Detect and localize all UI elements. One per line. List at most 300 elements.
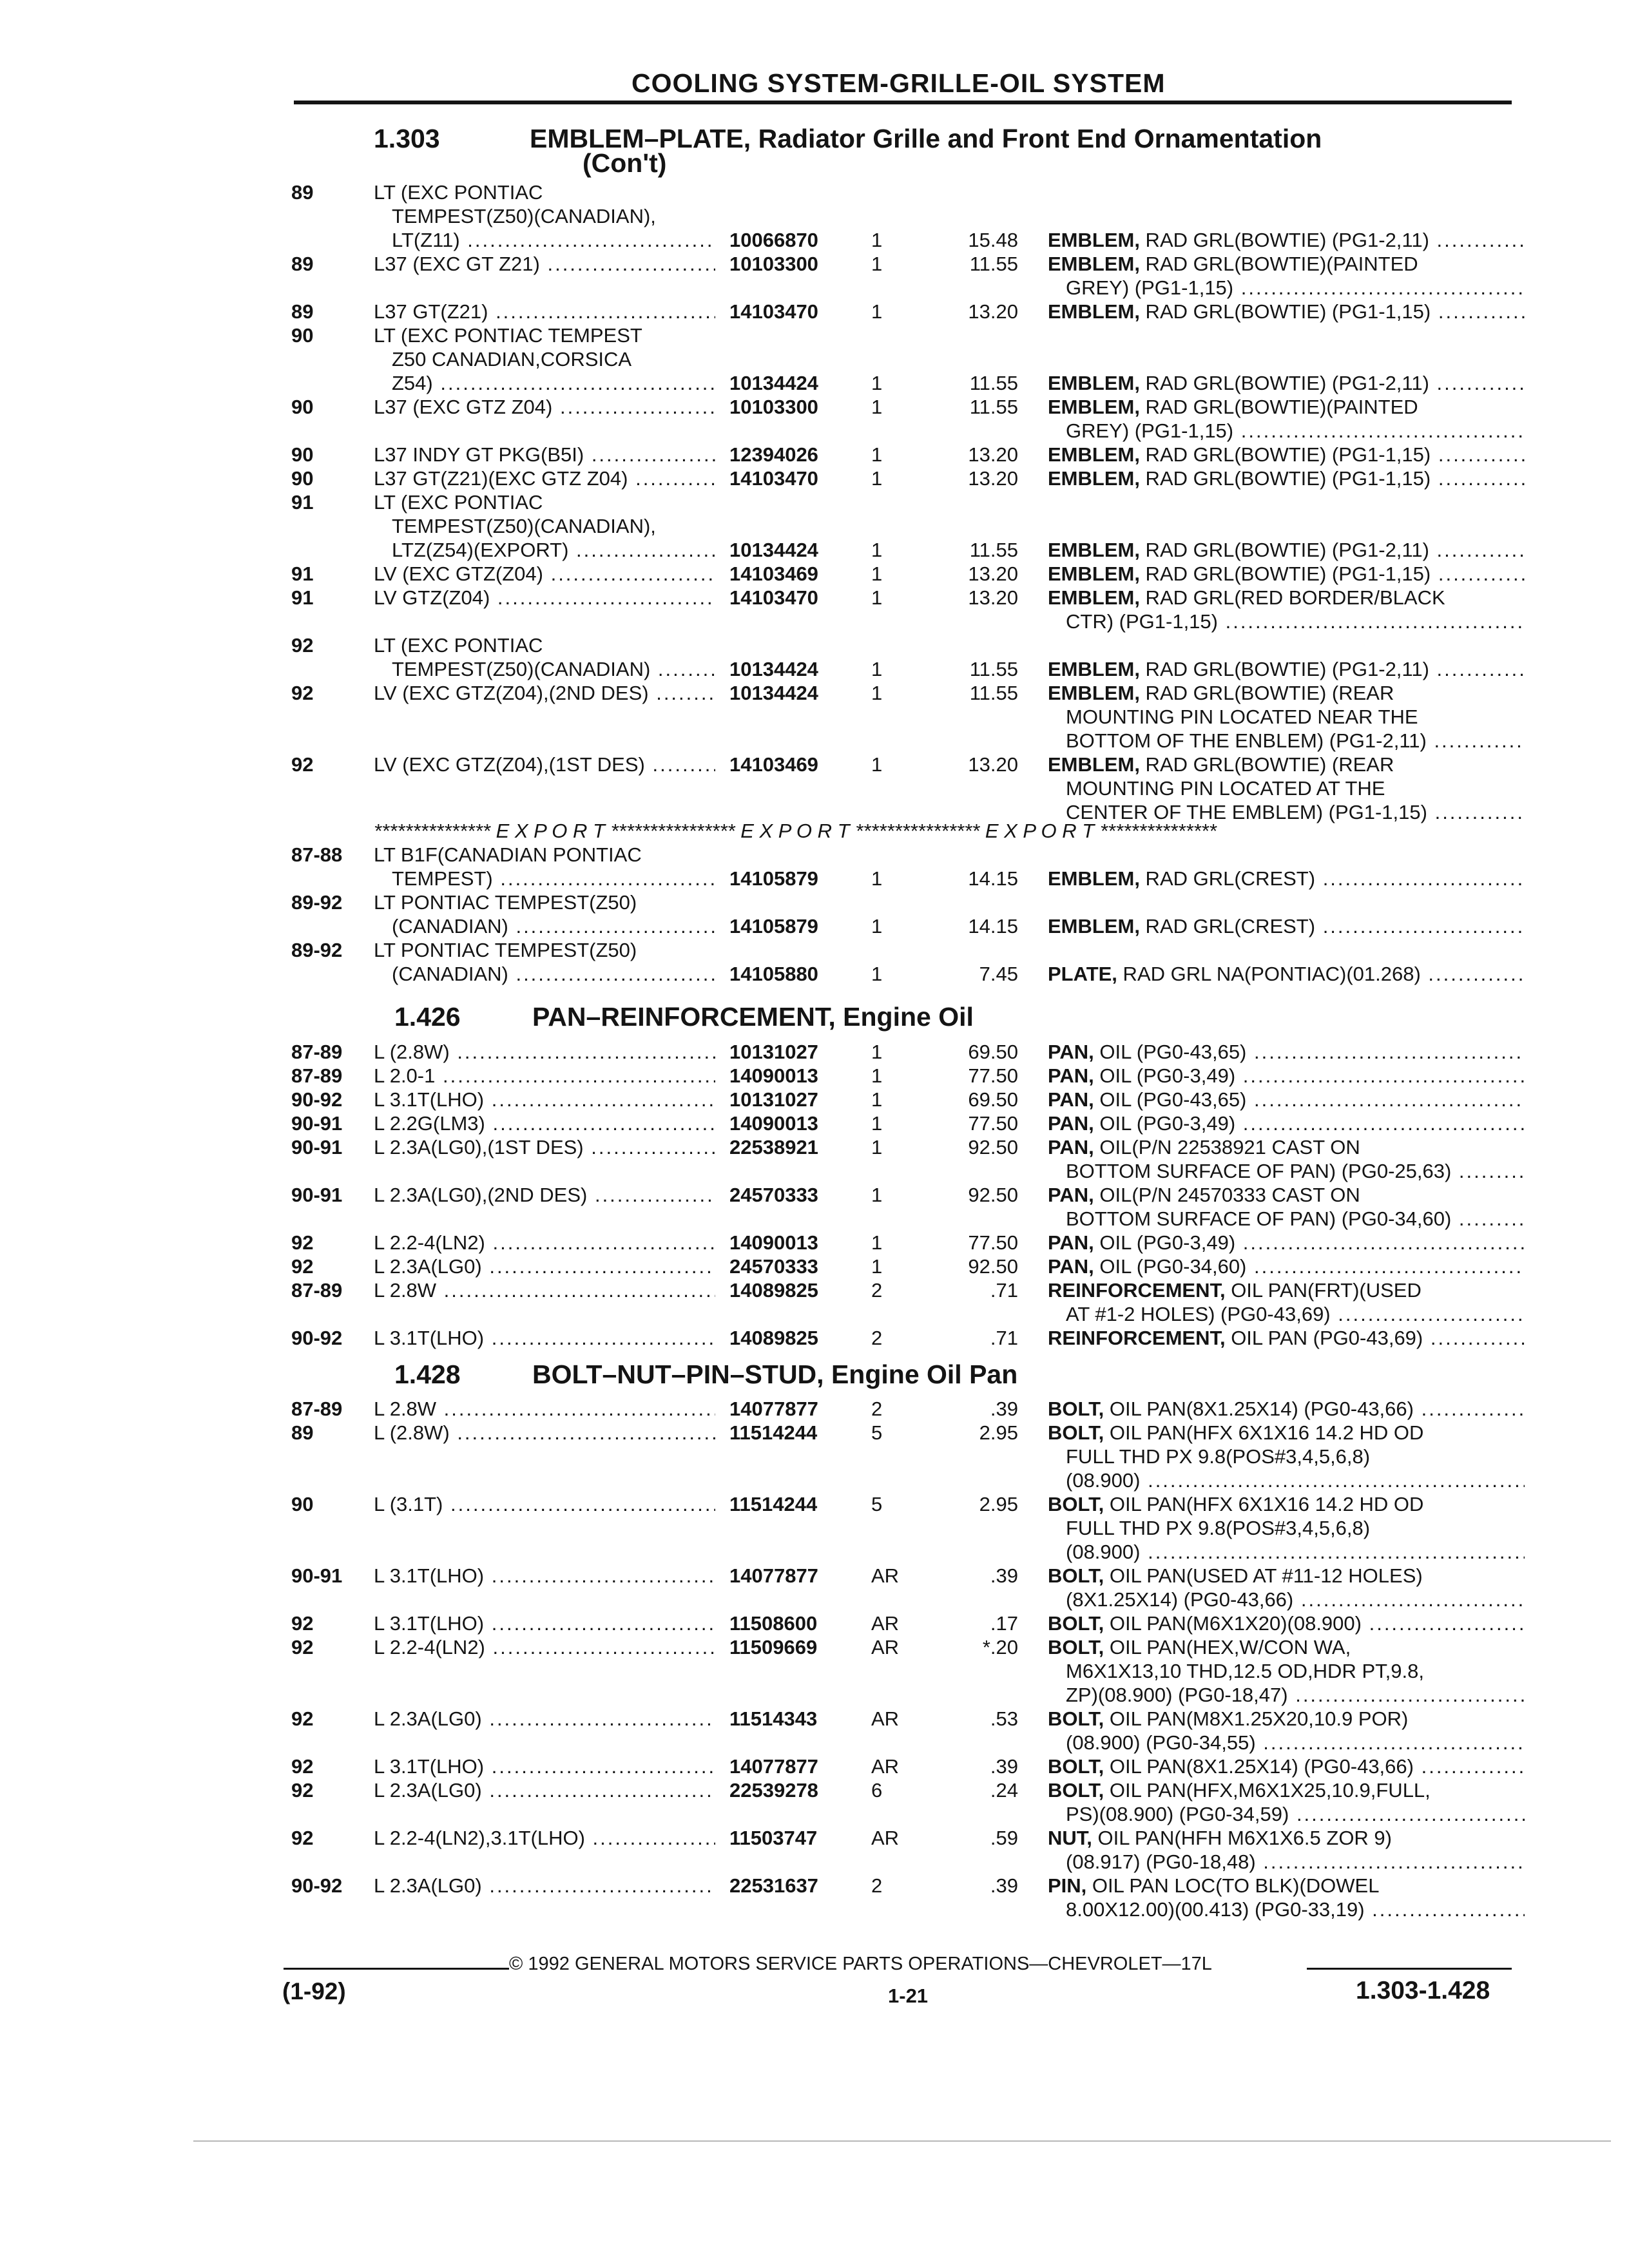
application-line: L 3.1T(LHO) .....: [374, 1754, 715, 1778]
application-line: L37 GT(Z21) .....: [374, 300, 715, 323]
model-year: 90-91: [291, 1184, 343, 1206]
part-description-line: CTR) (PG1-1,15) .....: [1048, 610, 1525, 633]
model-year: 92: [291, 1255, 314, 1278]
price: 92.50: [968, 1184, 1018, 1206]
part-description: [1048, 1135, 1525, 1183]
application-description: [374, 1040, 715, 1064]
part-name: EMBLEM,: [1048, 562, 1140, 585]
part-description-line: BOLT, OIL PAN(HFX,M6X1X25,10.9,FULL,: [1048, 1779, 1431, 1802]
application-description: [374, 890, 715, 938]
part-name: PAN,: [1048, 1184, 1094, 1206]
part-description: [1048, 252, 1525, 300]
part-number: 14103469: [729, 562, 818, 585]
part-name: EMBLEM,: [1048, 300, 1140, 323]
price: 14.15: [968, 867, 1018, 890]
part-description-line: PAN, OIL (PG0-3,49) .....: [1048, 1064, 1525, 1088]
part-description-line: 8.00X12.00)(00.413) (PG0-33,19) .....: [1048, 1898, 1525, 1921]
quantity: 1: [871, 443, 883, 466]
part-number: 22531637: [729, 1874, 818, 1897]
quantity: 1: [871, 372, 883, 394]
quantity: 2: [871, 1398, 883, 1420]
part-description-line: BOLT, OIL PAN(8X1.25X14) (PG0-43,66) .....: [1048, 1754, 1525, 1778]
application-description: [374, 1421, 715, 1445]
section-title: BOLT–NUT–PIN–STUD, Engine Oil Pan: [532, 1360, 1018, 1389]
part-name: EMBLEM,: [1048, 658, 1140, 680]
application-line: L 2.3A(LG0) .....: [374, 1254, 715, 1278]
part-description-line: EMBLEM, RAD GRL(BOWTIE) (REAR: [1048, 682, 1394, 704]
application-line: L 2.2-4(LN2),3.1T(LHO) .....: [374, 1826, 715, 1850]
quantity: 2: [871, 1279, 883, 1302]
part-number: 22539278: [729, 1779, 818, 1802]
model-year: 92: [291, 1779, 314, 1802]
price: 69.50: [968, 1041, 1018, 1063]
application-line: L 2.2-4(LN2) .....: [374, 1635, 715, 1659]
part-name: EMBLEM,: [1048, 372, 1140, 394]
model-year: 92: [291, 1755, 314, 1778]
model-year: 90-91: [291, 1564, 343, 1587]
part-description-line: NUT, OIL PAN(HFH M6X1X6.5 ZOR 9): [1048, 1827, 1392, 1849]
part-description-line: MOUNTING PIN LOCATED AT THE: [1066, 777, 1385, 800]
application-line: LV (EXC GTZ(Z04),(1ST DES) .....: [374, 753, 715, 776]
part-description-line: EMBLEM, RAD GRL(BOWTIE) (PG1-1,15) .....: [1048, 466, 1525, 490]
part-name: EMBLEM,: [1048, 396, 1140, 418]
application-description: [374, 1778, 715, 1802]
part-description: [1048, 1707, 1525, 1754]
part-number: 10103300: [729, 253, 818, 275]
part-description-line: MOUNTING PIN LOCATED NEAR THE: [1066, 706, 1418, 728]
part-number: 14090013: [729, 1231, 818, 1254]
part-number: 10134424: [729, 682, 818, 704]
quantity: 5: [871, 1493, 883, 1515]
price: 92.50: [968, 1136, 1018, 1158]
part-name: EMBLEM,: [1048, 229, 1140, 251]
footer-rule-right: [1307, 1968, 1512, 1970]
application-description: [374, 1254, 715, 1278]
application-line: TEMPEST(Z50)(CANADIAN),: [392, 205, 656, 227]
application-line: L37 GT(Z21)(EXC GTZ Z04) .....: [374, 466, 715, 490]
part-description: [1048, 914, 1525, 938]
part-number: 10131027: [729, 1041, 818, 1063]
part-description: [1048, 1183, 1525, 1231]
part-description-line: ZP)(08.900) (PG0-18,47) .....: [1048, 1683, 1525, 1707]
model-year: 90: [291, 443, 314, 466]
part-description-line: BOLT, OIL PAN(HEX,W/CON WA,: [1048, 1636, 1351, 1658]
part-description: [1048, 1111, 1525, 1135]
price: 15.48: [968, 229, 1018, 251]
part-description-line: EMBLEM, RAD GRL(CREST) .....: [1048, 867, 1525, 890]
part-number: 24570333: [729, 1184, 818, 1206]
price: 92.50: [968, 1255, 1018, 1278]
quantity: 1: [871, 1255, 883, 1278]
application-line: LT PONTIAC TEMPEST(Z50): [374, 891, 637, 914]
model-year: 90-92: [291, 1327, 343, 1349]
part-name: BOLT,: [1048, 1636, 1104, 1658]
application-line: L 2.0-1 .....: [374, 1064, 715, 1088]
part-name: EMBLEM,: [1048, 539, 1140, 561]
part-description-line: PAN, OIL(P/N 24570333 CAST ON: [1048, 1184, 1360, 1206]
price: 13.20: [968, 300, 1018, 323]
application-line: L 3.1T(LHO) .....: [374, 1611, 715, 1635]
part-description: [1048, 562, 1525, 586]
application-line: L 2.2G(LM3) .....: [374, 1111, 715, 1135]
quantity: 1: [871, 539, 883, 561]
price: .17: [990, 1612, 1018, 1635]
model-year: 87-89: [291, 1279, 343, 1302]
model-year: 87-89: [291, 1064, 343, 1087]
application-description: [374, 1088, 715, 1111]
application-line: L 2.3A(LG0) .....: [374, 1874, 715, 1898]
quantity: 1: [871, 1088, 883, 1111]
application-description: [374, 1326, 715, 1350]
part-description: [1048, 466, 1525, 490]
part-number: 10134424: [729, 658, 818, 680]
application-line: TEMPEST(Z50)(CANADIAN) .....: [374, 657, 715, 681]
application-description: [374, 1826, 715, 1850]
model-year: 87-89: [291, 1398, 343, 1420]
part-name: BOLT,: [1048, 1779, 1104, 1802]
part-number: 14105880: [729, 963, 818, 985]
part-number: 22538921: [729, 1136, 818, 1158]
model-year: 90-91: [291, 1136, 343, 1158]
application-description: [374, 466, 715, 490]
part-description-line: EMBLEM, RAD GRL(BOWTIE)(PAINTED: [1048, 253, 1418, 275]
part-description: [1048, 1874, 1525, 1921]
part-description: [1048, 371, 1525, 395]
part-description: [1048, 1421, 1525, 1492]
application-description: [374, 1231, 715, 1254]
application-description: [374, 1064, 715, 1088]
part-description: [1048, 1611, 1525, 1635]
application-line: L (3.1T) .....: [374, 1492, 715, 1516]
application-description: [374, 633, 715, 681]
quantity: AR: [871, 1755, 900, 1778]
part-number: 11503747: [729, 1827, 818, 1849]
part-name: PAN,: [1048, 1255, 1094, 1278]
price: *.20: [982, 1636, 1018, 1658]
model-year: 90: [291, 1493, 314, 1515]
part-number: 14077877: [729, 1398, 818, 1420]
part-number: 10066870: [729, 229, 818, 251]
part-number: 11514244: [729, 1421, 818, 1444]
price: 2.95: [979, 1421, 1018, 1444]
part-name: BOLT,: [1048, 1398, 1104, 1420]
quantity: 1: [871, 1231, 883, 1254]
application-description: [374, 938, 715, 986]
part-number: 11514343: [729, 1707, 818, 1730]
price: 13.20: [968, 753, 1018, 776]
model-year: 91: [291, 586, 314, 609]
application-line: LT (EXC PONTIAC TEMPEST: [374, 324, 642, 347]
part-name: EMBLEM,: [1048, 867, 1140, 890]
application-line: L 2.2-4(LN2) .....: [374, 1231, 715, 1254]
part-description-line: PAN, OIL (PG0-3,49) .....: [1048, 1231, 1525, 1254]
model-year: 89: [291, 300, 314, 323]
quantity: 2: [871, 1327, 883, 1349]
part-description-line: AT #1-2 HOLES) (PG0-43,69) .....: [1048, 1302, 1525, 1326]
quantity: 2: [871, 1874, 883, 1897]
model-year: 89-92: [291, 891, 343, 914]
price: 13.20: [968, 467, 1018, 490]
application-line: LV GTZ(Z04) .....: [374, 586, 715, 610]
application-description: [374, 843, 715, 890]
part-description: [1048, 1040, 1525, 1064]
part-description: [1048, 1635, 1525, 1707]
part-description: [1048, 867, 1525, 890]
application-line: LT PONTIAC TEMPEST(Z50): [374, 939, 637, 961]
application-line: L37 (EXC GT Z21) .....: [374, 252, 715, 276]
header-rule: [294, 101, 1512, 104]
part-description-line: GREY) (PG1-1,15) .....: [1048, 276, 1525, 300]
part-description: [1048, 586, 1525, 633]
footer-section-range: 1.303-1.428: [1356, 1977, 1490, 2004]
application-line: L 2.3A(LG0),(2ND DES) .....: [374, 1183, 715, 1207]
model-year: 92: [291, 1636, 314, 1658]
part-number: 14103470: [729, 300, 818, 323]
price: .59: [990, 1827, 1018, 1849]
quantity: 1: [871, 1112, 883, 1135]
model-year: 92: [291, 1707, 314, 1730]
model-year: 90: [291, 324, 314, 347]
part-description-line: EMBLEM, RAD GRL(BOWTIE) (PG1-2,11) .....: [1048, 657, 1525, 681]
price: 11.55: [969, 372, 1018, 394]
part-description-line: (8X1.25X14) (PG0-43,66) .....: [1048, 1588, 1525, 1611]
application-line: Z50 CANADIAN,CORSICA: [392, 348, 632, 370]
application-line: L37 INDY GT PKG(B5I) .....: [374, 443, 715, 466]
part-description: [1048, 1088, 1525, 1111]
part-number: 14090013: [729, 1112, 818, 1135]
part-description-line: BOLT, OIL PAN(M8X1.25X20,10.9 POR): [1048, 1707, 1409, 1730]
application-description: [374, 395, 715, 419]
quantity: AR: [871, 1827, 900, 1849]
price: .53: [990, 1707, 1018, 1730]
part-description: [1048, 657, 1525, 681]
part-name: BOLT,: [1048, 1612, 1104, 1635]
application-description: [374, 1183, 715, 1207]
part-number: 14105879: [729, 867, 818, 890]
part-description: [1048, 300, 1525, 323]
application-description: [374, 753, 715, 776]
application-description: [374, 1135, 715, 1159]
application-line: LT(Z11) .....: [374, 228, 715, 252]
quantity: AR: [871, 1707, 900, 1730]
section-title: EMBLEM–PLATE, Radiator Grille and Front End Ornamentation: [530, 124, 1322, 153]
price: 69.50: [968, 1088, 1018, 1111]
part-description-line: M6X1X13,10 THD,12.5 OD,HDR PT,9.8,: [1066, 1660, 1424, 1682]
part-description-line: (08.917) (PG0-18,48) .....: [1048, 1850, 1525, 1874]
price: 13.20: [968, 443, 1018, 466]
part-description: [1048, 443, 1525, 466]
quantity: AR: [871, 1636, 900, 1658]
model-year: 92: [291, 1231, 314, 1254]
application-description: [374, 1874, 715, 1898]
price: 77.50: [968, 1064, 1018, 1087]
model-year: 90: [291, 396, 314, 418]
price: .39: [990, 1874, 1018, 1897]
price: .39: [990, 1564, 1018, 1587]
price: 11.55: [969, 253, 1018, 275]
part-number: 11514244: [729, 1493, 818, 1515]
application-description: [374, 180, 715, 252]
section-number: 1.426: [394, 1002, 461, 1032]
model-year: 92: [291, 1827, 314, 1849]
quantity: 1: [871, 562, 883, 585]
part-name: PAN,: [1048, 1231, 1094, 1254]
price: .71: [990, 1279, 1018, 1302]
part-description: [1048, 1397, 1525, 1421]
price: 14.15: [968, 915, 1018, 937]
model-year: 89: [291, 1421, 314, 1444]
part-description-line: EMBLEM, RAD GRL(BOWTIE) (PG1-2,11) .....: [1048, 371, 1525, 395]
part-description: [1048, 1778, 1525, 1826]
part-description: [1048, 962, 1525, 986]
quantity: 1: [871, 658, 883, 680]
model-year: 92: [291, 1612, 314, 1635]
part-number: 12394026: [729, 443, 818, 466]
part-description-line: FULL THD PX 9.8(POS#3,4,5,6,8): [1066, 1517, 1371, 1539]
application-line: L 3.1T(LHO) .....: [374, 1564, 715, 1588]
application-line: L 2.8W .....: [374, 1397, 715, 1421]
model-year: 90-92: [291, 1088, 343, 1111]
section-number: 1.303: [374, 124, 440, 153]
application-line: L 2.3A(LG0),(1ST DES) .....: [374, 1135, 715, 1159]
part-name: PIN,: [1048, 1874, 1087, 1897]
price: 11.55: [969, 539, 1018, 561]
quantity: 1: [871, 1041, 883, 1063]
part-name: BOLT,: [1048, 1421, 1104, 1444]
application-description: [374, 1611, 715, 1635]
part-description-line: EMBLEM, RAD GRL(BOWTIE) (REAR: [1048, 753, 1394, 776]
application-description: [374, 1492, 715, 1516]
model-year: 87-89: [291, 1041, 343, 1063]
part-description-line: CENTER OF THE EMBLEM) (PG1-1,15) .....: [1048, 800, 1525, 824]
part-description-line: PIN, OIL PAN LOC(TO BLK)(DOWEL: [1048, 1874, 1380, 1897]
application-line: L (2.8W) .....: [374, 1421, 715, 1445]
part-number: 14089825: [729, 1279, 818, 1302]
quantity: 1: [871, 1064, 883, 1087]
price: 7.45: [979, 963, 1018, 985]
application-description: [374, 1278, 715, 1302]
part-name: EMBLEM,: [1048, 753, 1140, 776]
part-number: 10134424: [729, 539, 818, 561]
application-line: L 2.3A(LG0) .....: [374, 1778, 715, 1802]
application-line: LT (EXC PONTIAC: [374, 491, 543, 514]
part-name: REINFORCEMENT,: [1048, 1279, 1226, 1302]
application-line: LT B1F(CANADIAN PONTIAC: [374, 843, 642, 866]
quantity: 6: [871, 1779, 883, 1802]
part-number: 11508600: [729, 1612, 818, 1635]
price: .24: [990, 1779, 1018, 1802]
part-name: NUT,: [1048, 1827, 1092, 1849]
part-description: [1048, 1826, 1525, 1874]
quantity: 1: [871, 753, 883, 776]
part-description-line: EMBLEM, RAD GRL(BOWTIE) (PG1-1,15) .....: [1048, 562, 1525, 586]
application-description: [374, 1111, 715, 1135]
part-description-line: PAN, OIL (PG0-3,49) .....: [1048, 1111, 1525, 1135]
application-line: L 2.8W .....: [374, 1278, 715, 1302]
part-description-line: PAN, OIL (PG0-43,65) .....: [1048, 1088, 1525, 1111]
part-description-line: PS)(08.900) (PG0-34,59) .....: [1048, 1802, 1525, 1826]
part-description-line: BOLT, OIL PAN(M6X1X20)(08.900) .....: [1048, 1611, 1525, 1635]
part-description: [1048, 1278, 1525, 1326]
section-title-continued: (Con't): [583, 148, 667, 178]
part-name: BOLT,: [1048, 1755, 1104, 1778]
part-number: 14077877: [729, 1755, 818, 1778]
part-number: 14103470: [729, 467, 818, 490]
application-line: (CANADIAN) .....: [374, 914, 715, 938]
price: 11.55: [969, 682, 1018, 704]
model-year: 89-92: [291, 939, 343, 961]
part-name: EMBLEM,: [1048, 253, 1140, 275]
part-description-line: EMBLEM, RAD GRL(BOWTIE) (PG1-1,15) .....: [1048, 300, 1525, 323]
footer-page-number: 1-21: [888, 1984, 929, 2007]
part-description-line: (08.900) .....: [1048, 1468, 1525, 1492]
model-year: 90-91: [291, 1112, 343, 1135]
quantity: 1: [871, 1136, 883, 1158]
price: .39: [990, 1398, 1018, 1420]
part-number: 10134424: [729, 372, 818, 394]
part-number: 14103470: [729, 586, 818, 609]
model-year: 90: [291, 467, 314, 490]
application-description: [374, 323, 715, 395]
price: 11.55: [969, 396, 1018, 418]
part-name: PAN,: [1048, 1041, 1094, 1063]
application-description: [374, 1397, 715, 1421]
price: 11.55: [969, 658, 1018, 680]
part-name: PAN,: [1048, 1112, 1094, 1135]
application-line: L 2.3A(LG0) .....: [374, 1707, 715, 1731]
footer-copyright: © 1992 GENERAL MOTORS SERVICE PARTS OPERATIONS—CHEVROLET—17L: [509, 1954, 1212, 1974]
application-line: L37 (EXC GTZ Z04) .....: [374, 395, 715, 419]
part-description-line: BOTTOM SURFACE OF PAN) (PG0-34,60) .....: [1048, 1207, 1525, 1231]
quantity: 1: [871, 467, 883, 490]
part-name: PLATE,: [1048, 963, 1117, 985]
application-description: [374, 1707, 715, 1731]
price: 2.95: [979, 1493, 1018, 1515]
model-year: 90-92: [291, 1874, 343, 1897]
part-description-line: BOTTOM OF THE ENBLEM) (PG1-2,11) .....: [1048, 729, 1525, 753]
price: 13.20: [968, 586, 1018, 609]
part-description: [1048, 395, 1525, 443]
quantity: 1: [871, 586, 883, 609]
application-description: [374, 1754, 715, 1778]
application-line: LT (EXC PONTIAC: [374, 181, 543, 204]
footer-date-code: (1-92): [282, 1978, 346, 2004]
application-description: [374, 681, 715, 705]
footer-rule-left: [284, 1968, 509, 1970]
price: 13.20: [968, 562, 1018, 585]
part-name: PAN,: [1048, 1088, 1094, 1111]
price: .39: [990, 1755, 1018, 1778]
part-number: 10103300: [729, 396, 818, 418]
application-line: L 3.1T(LHO) .....: [374, 1088, 715, 1111]
part-description-line: BOLT, OIL PAN(HFX 6X1X16 14.2 HD OD: [1048, 1421, 1424, 1444]
part-number: 24570333: [729, 1255, 818, 1278]
quantity: 1: [871, 300, 883, 323]
part-description-line: REINFORCEMENT, OIL PAN(FRT)(USED: [1048, 1279, 1422, 1302]
page-title: COOLING SYSTEM-GRILLE-OIL SYSTEM: [631, 68, 1166, 98]
application-description: [374, 562, 715, 586]
quantity: 1: [871, 229, 883, 251]
application-line: TEMPEST) .....: [374, 867, 715, 890]
model-year: 92: [291, 682, 314, 704]
part-description-line: FULL THD PX 9.8(POS#3,4,5,6,8): [1066, 1445, 1371, 1468]
section-number: 1.428: [394, 1360, 461, 1389]
model-year: 92: [291, 634, 314, 657]
part-description-line: PAN, OIL (PG0-43,65) .....: [1048, 1040, 1525, 1064]
part-description-line: BOLT, OIL PAN(HFX 6X1X16 14.2 HD OD: [1048, 1493, 1424, 1515]
part-description: [1048, 1754, 1525, 1778]
part-description-line: PLATE, RAD GRL NA(PONTIAC)(01.268) .....: [1048, 962, 1525, 986]
